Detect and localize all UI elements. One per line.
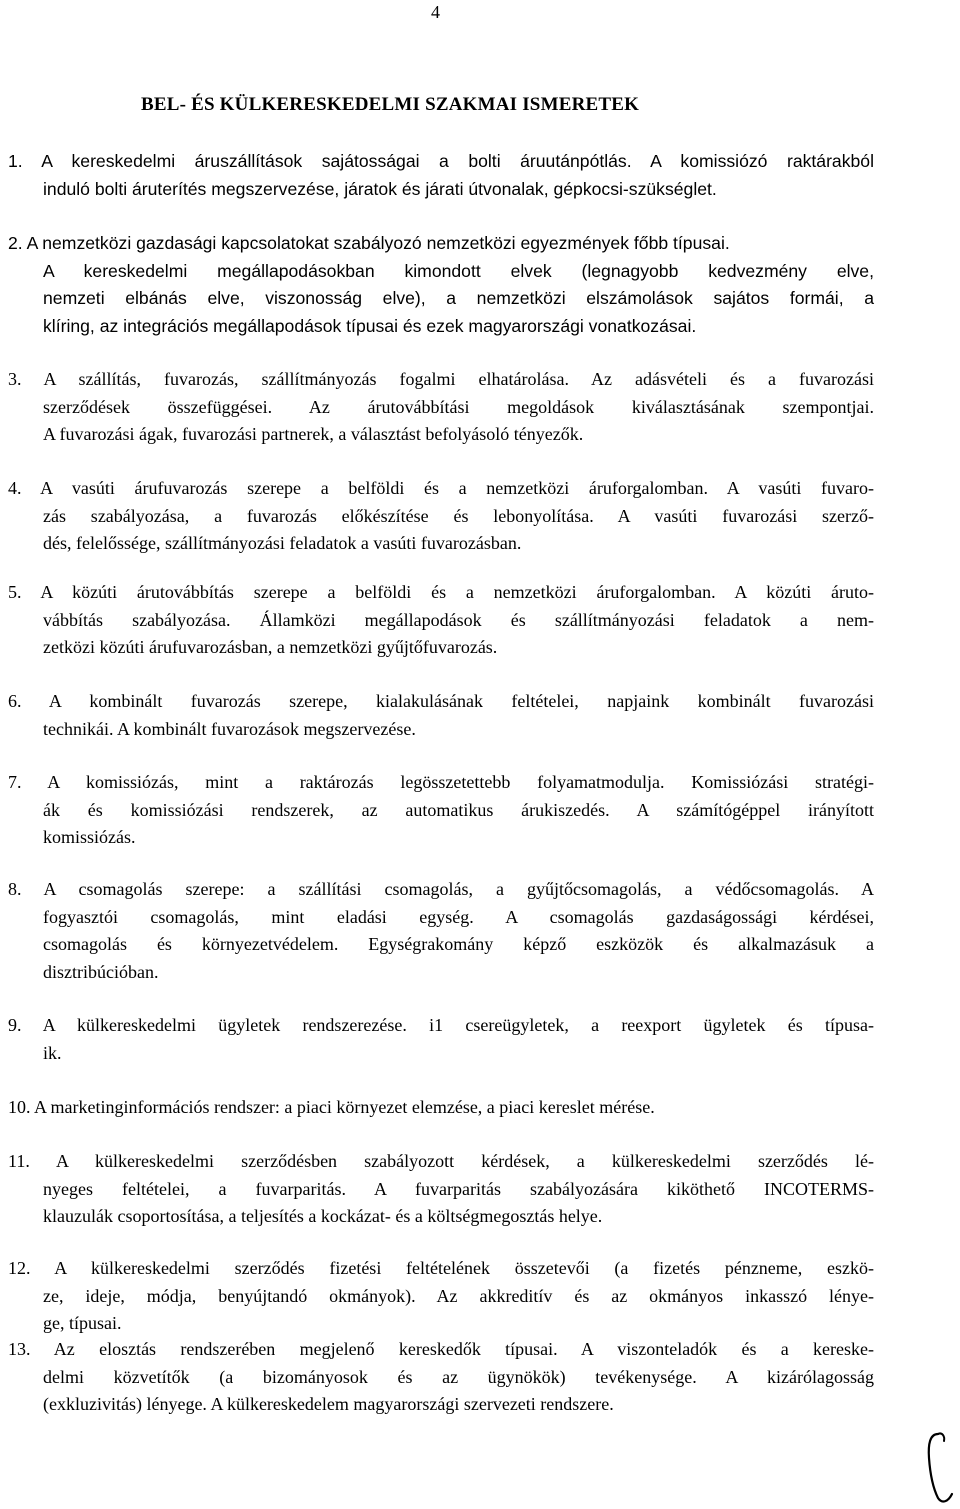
list-item-4 bbox=[8, 475, 874, 558]
item-2-line-2: A kereskedelmi megállapodásokban kimondott elvek (legnagyobb kedvezmény elve, bbox=[43, 260, 874, 281]
item-5-line-1: 5. A közúti árutovábbítás szerepe a belföldi és a nemzetközi áruforgalomban. A közúti áruto- bbox=[8, 582, 874, 602]
item-6-line-2: technikái. A kombinált fuvarozások megszervezése. bbox=[43, 718, 416, 739]
item-3-line-2: szerződések összefüggései. Az árutovábbítási megoldások kiválasztásának szempontjai. bbox=[43, 396, 874, 417]
item-6-line-1: 6. A kombinált fuvarozás szerepe, kialakulásának feltételei, napjaink kombinált fuvarozási bbox=[8, 691, 874, 711]
item-9-line-2: ik. bbox=[43, 1042, 62, 1063]
item-5-line-3: zetközi közúti árufuvarozásban, a nemzetközi gyűjtőfuvarozás. bbox=[43, 637, 498, 658]
item-4-line-1: 4. A vasúti árufuvarozás szerepe a belföldi és a nemzetközi áruforgalomban. A vasúti fuvaro- bbox=[8, 478, 874, 498]
item-13-line-3: (exkluzivitás) lényege. A külkereskedelem magyarországi szervezeti rendszere. bbox=[43, 1394, 614, 1415]
item-13-line-2: delmi közvetítők (a bizományosok és az ügynökök) tevékenysége. A kizárólagosság bbox=[43, 1366, 874, 1387]
item-10-line-1: 10. A marketinginformációs rendszer: a piaci környezet elemzése, a piaci kereslet mérése. bbox=[8, 1097, 655, 1117]
item-2-line-1: 2. A nemzetközi gazdasági kapcsolatokat szabályozó nemzetközi egyezmények főbb típusai. bbox=[8, 233, 730, 253]
item-2-line-4: klíring, az integrációs megállapodások típusai és ezek magyarországi vonatkozásai. bbox=[43, 315, 697, 336]
list-item-7 bbox=[8, 769, 874, 852]
page-number: 4 bbox=[431, 2, 440, 22]
list-item-6 bbox=[8, 688, 874, 743]
item-1-line-2: induló bolti áruterítés megszervezése, járatok és járati útvonalak, gépkocsi-szükséglet. bbox=[43, 178, 717, 199]
item-11-line-3: klauzulák csoportosítása, a teljesítés a kockázat- és a költségmegosztás helye. bbox=[43, 1206, 603, 1227]
list-item-10 bbox=[8, 1094, 874, 1122]
list-item-11 bbox=[8, 1148, 874, 1231]
list-item-1 bbox=[8, 148, 874, 203]
item-7-line-3: komissiózás. bbox=[43, 827, 136, 848]
item-8-line-3: csomagolás és környezetvédelem. Egységrakomány képző eszközök és alkalmazásuk a bbox=[43, 934, 874, 955]
item-8-line-1: 8. A csomagolás szerepe: a szállítási csomagolás, a gyűjtőcsomagolás, a védőcsomagolás. A bbox=[8, 879, 874, 899]
item-3-line-3: A fuvarozási ágak, fuvarozási partnerek, a választást befolyásoló tényezők. bbox=[43, 424, 584, 445]
item-1-line-1: 1. A kereskedelmi áruszállítások sajátosságai a bolti áruutánpótlás. A komissiózó raktárakból bbox=[8, 151, 874, 171]
list-item-12 bbox=[8, 1255, 874, 1338]
item-2-line-3: nemzeti elbánás elve, viszonosság elve), a nemzetközi elszámolások sajátos formái, a bbox=[43, 288, 874, 309]
list-item-13 bbox=[8, 1336, 874, 1419]
list-item-8 bbox=[8, 876, 874, 986]
list-item-2 bbox=[8, 230, 874, 340]
item-12-line-1: 12. A külkereskedelmi szerződés fizetési feltételének összetevői (a fizetés pénzneme, eszkö- bbox=[8, 1258, 874, 1278]
item-12-line-3: ge, típusai. bbox=[43, 1313, 122, 1334]
item-7-line-1: 7. A komissiózás, mint a raktározás legösszetettebb folyamatmodulja. Komissiózási stratégi- bbox=[8, 772, 874, 792]
item-11-line-1: 11. A külkereskedelmi szerződésben szabályozott kérdések, a külkereskedelmi szerződés lé- bbox=[8, 1151, 874, 1171]
item-12-line-2: ze, ideje, módja, benyújtandó okmányok). Az akkreditív és az okmányos inkasszó lénye- bbox=[43, 1285, 874, 1306]
item-3-line-1: 3. A szállítás, fuvarozás, szállítmányozás fogalmi elhatárolása. Az adásvételi és a fuvarozási bbox=[8, 369, 874, 389]
list-item-9 bbox=[8, 1012, 874, 1067]
item-5-line-2: vábbítás szabályozása. Államközi megállapodások és szállítmányozási feladatok a nem- bbox=[43, 609, 874, 630]
item-7-line-2: ák és komissiózási rendszerek, az automatikus árukiszedés. A számítógéppel irányított bbox=[43, 799, 874, 820]
list-item-3 bbox=[8, 366, 874, 449]
item-8-line-4: disztribúcióban. bbox=[43, 961, 159, 982]
handwritten-mark bbox=[918, 1428, 958, 1508]
item-4-line-2: zás szabályozása, a fuvarozás előkészítése és lebonyolítása. A vasúti fuvarozási szerző- bbox=[43, 505, 874, 526]
item-9-line-1: 9. A külkereskedelmi ügyletek rendszerezése. i1 csereügyletek, a reexport ügyletek és típusa- bbox=[8, 1015, 874, 1035]
page-heading: BEL- ÉS KÜLKERESKEDELMI SZAKMAI ISMERETEK bbox=[141, 94, 640, 115]
item-11-line-2: nyeges feltételei, a fuvarparitás. A fuvarparitás szabályozására kiköthető INCOTERMS- bbox=[43, 1178, 874, 1199]
item-4-line-3: dés, felelőssége, szállítmányozási feladatok a vasúti fuvarozásban. bbox=[43, 533, 522, 554]
item-13-line-1: 13. Az elosztás rendszerében megjelenő kereskedők típusai. A viszonteladók és a kereske- bbox=[8, 1339, 874, 1359]
list-item-5 bbox=[8, 579, 874, 662]
item-8-line-2: fogyasztói csomagolás, mint eladási egység. A csomagolás gazdaságossági kérdései, bbox=[43, 906, 874, 927]
